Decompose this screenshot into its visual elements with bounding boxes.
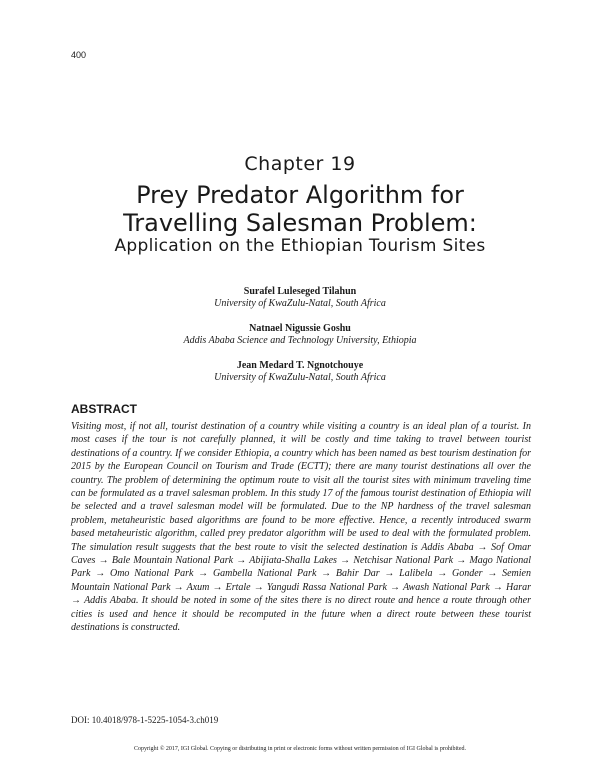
author-block <box>0 323 600 347</box>
author-affiliation: Addis Ababa Science and Technology University, Ethiopia <box>183 335 417 346</box>
chapter-subtitle: Application on the Ethiopian Tourism Sites <box>114 236 486 256</box>
author-block <box>0 360 600 384</box>
author-block <box>0 286 600 310</box>
author-list <box>0 286 600 397</box>
abstract-body: Visiting most, if not all, tourist destination of a country while visiting a country is an ideal plan of a tourist. In most cases if the tour is not carefully planned, it will be costly and time taking to travel between tourist destinations of a country. If we consider Ethiopia, a country which has been named as best tourism destination for 2015 by the European Council on Tourism and Trade (ECTT); there are many tourist destinations all over the country. The problem of determining the optimum route to visit all the tourist sites with minimum traveling time can be formulated as a travel salesman problem. In this study 17 of the famous tourist destination of Ethiopia will be selected and a travel salesman model will be formulated. Due to the NP hardness of the travel salesman problem, metaheuristic based algorithms are found to be more effective. Hence, a recently introduced swarm based metaheuristic algorithm, called prey predator algorithm will be used to deal with the formulated problem. The simulation result suggests that the best route to visit the selected destination is Addis Ababa → Sof Omar Caves → Bale Mountain National Park → Abijiata-Shalla Lakes → Netchisar National Park → Mago National Park → Omo National Park → Gambella National Park → Bahir Dar → Lalibela → Gonder → Semien Mountain National Park → Axum → Ertale → Yangudi Rassa National Park → Awash National Park → Harar → Addis Ababa. It should be noted in some of the sites there is no direct route and hence a route through other cities is used and hence it should be recomputed in the future when a direct route between these tourist destinations is constructed. <box>71 421 531 634</box>
abstract-heading: ABSTRACT <box>71 402 137 416</box>
author-affiliation: University of KwaZulu-Natal, South Africa <box>214 298 386 309</box>
chapter-title-line-1: Prey Predator Algorithm for <box>136 181 464 209</box>
author-affiliation: University of KwaZulu-Natal, South Africa <box>214 372 386 383</box>
author-name: Surafel Luleseged Tilahun <box>243 286 357 297</box>
author-name: Natnael Nigussie Goshu <box>249 323 351 334</box>
chapter-title-line-2: Travelling Salesman Problem: <box>123 209 477 237</box>
copyright-notice: Copyright © 2017, IGI Global. Copying or distributing in print or electronic forms without written permission of IGI Global is prohibited. <box>133 746 466 752</box>
chapter-label: Chapter 19 <box>244 153 356 175</box>
author-name: Jean Medard T. Ngnotchouye <box>236 360 364 371</box>
chapter-title <box>0 181 600 237</box>
doi: DOI: 10.4018/978-1-5225-1054-3.ch019 <box>71 715 219 725</box>
page-number: 400 <box>71 50 87 60</box>
